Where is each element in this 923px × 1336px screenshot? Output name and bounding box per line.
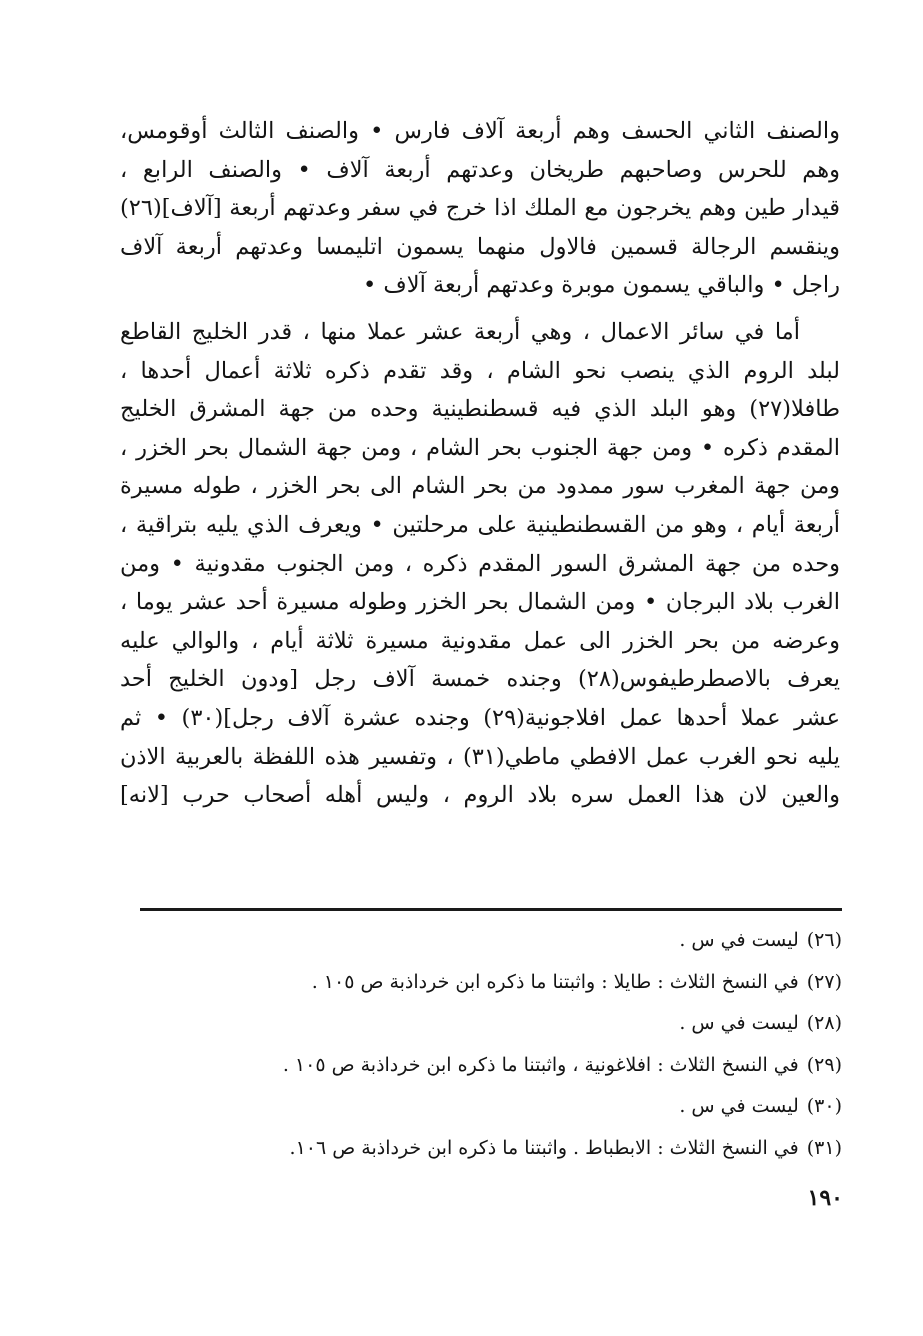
text-line: ومن جهة المغرب سور ممدود من بحر الشام الى بحر الخزر ، طوله مسيرة: [120, 473, 840, 500]
footnote-item: [120, 1128, 842, 1170]
footnote-item: [120, 1086, 842, 1128]
text-line: المقدم ذكره • ومن جهة الجنوب بحر الشام ، ومن جهة الشمال بحر الخزر ،: [120, 434, 840, 461]
text-line: طافلا(٢٧) وهو البلد الذي فيه قسطنطينية وحده من جهة المشرق الخليج: [120, 396, 840, 423]
text-line: لبلد الروم الذي ينصب نحو الشام ، وقد تقدم ذكره ثلاثة أعمال أحدها ،: [120, 357, 840, 384]
footnote-item: [120, 962, 842, 1004]
text-line: وعرضه من بحر الخزر الى عمل مقدونية مسيرة ثلاثة أيام ، والوالي عليه: [120, 627, 840, 654]
footnote-text: في النسخ الثلاث : الابطباط . واثبتنا ما ذكره ابن خرداذبة ص ١٠٦.: [289, 1136, 799, 1159]
text-line: أربعة أيام ، وهو من القسطنطينية على مرحلتين • ويعرف الذي يليه بتراقية ،: [120, 511, 840, 538]
text-line: وينقسم الرجالة قسمين فالاول منهما يسمون اتليمسا وعدتهم أربعة آلاف: [120, 233, 840, 260]
text-line: يليه نحو الغرب عمل الافطي ماطي(٣١) ، وتفسير هذه اللفظة بالعربية الاذن: [120, 743, 840, 770]
text-line: وحده من جهة المشرق السور المقدم ذكره ، ومن الجنوب مقدونية • ومن: [120, 550, 840, 577]
footnotes: [120, 920, 842, 1169]
footnote-number: (٢٨): [806, 1012, 842, 1034]
paragraph-2: [120, 313, 840, 815]
footnote-number: (٢٦): [806, 929, 842, 951]
footnote-number: (٢٩): [806, 1053, 842, 1076]
footnote-item: [120, 1045, 842, 1087]
footnote-number: (٣٠): [806, 1095, 842, 1117]
footnote-text: ليست في س .: [679, 1095, 799, 1117]
text-line: راجل • والباقي يسمون موبرة وعدتهم أربعة آلاف •: [363, 272, 840, 299]
text-line: عشر عملا أحدها عمل افلاجونية(٢٩) وجنده عشرة آلاف رجل](٣٠) • ثم: [120, 704, 840, 731]
text-line: أما في سائر الاعمال ، وهي أربعة عشر عملا منها ، قدر الخليج القاطع: [120, 318, 800, 345]
footnote-text: ليست في س .: [679, 929, 799, 951]
text-line: قيدار طين وهم يخرجون مع الملك اذا خرج في سفر وعدتهم أربعة [آلاف](٢٦): [120, 195, 840, 222]
footnote-number: (٣١): [806, 1136, 842, 1159]
footnote-divider: [140, 908, 842, 911]
text-line: وهم للحرس وصاحبهم طريخان وعدتهم أربعة آلاف • والصنف الرابع ،: [120, 156, 840, 183]
text-line: يعرف بالاصطرطيفوس(٢٨) وجنده خمسة آلاف رجل [ودون الخليج أحد: [120, 666, 840, 693]
paragraph-1: [120, 112, 840, 305]
footnote-number: (٢٧): [806, 970, 842, 993]
text-line: الغرب بلاد البرجان • ومن الشمال بحر الخزر وطوله مسيرة أحد عشر يوما ،: [120, 589, 840, 616]
footnote-item: [120, 920, 842, 962]
page-number: ١٩٠: [807, 1185, 843, 1211]
footnote-item: [120, 1003, 842, 1045]
footnote-text: في النسخ الثلاث : افلاغونية ، واثبتنا ما ذكره ابن خرداذبة ص ١٠٥ .: [282, 1053, 799, 1076]
footnote-text: ليست في س .: [679, 1012, 799, 1034]
text-line: والعين لان هذا العمل سره بلاد الروم ، وليس أهله أصحاب حرب [لانه]: [120, 782, 840, 809]
text-line: والصنف الثاني الحسف وهم أربعة آلاف فارس • والصنف الثالث أوقومس،: [120, 118, 840, 144]
footnote-text: في النسخ الثلاث : طايلا : واثبتنا ما ذكره ابن خرداذبة ص ١٠٥ .: [311, 970, 799, 993]
main-text: [120, 112, 840, 815]
